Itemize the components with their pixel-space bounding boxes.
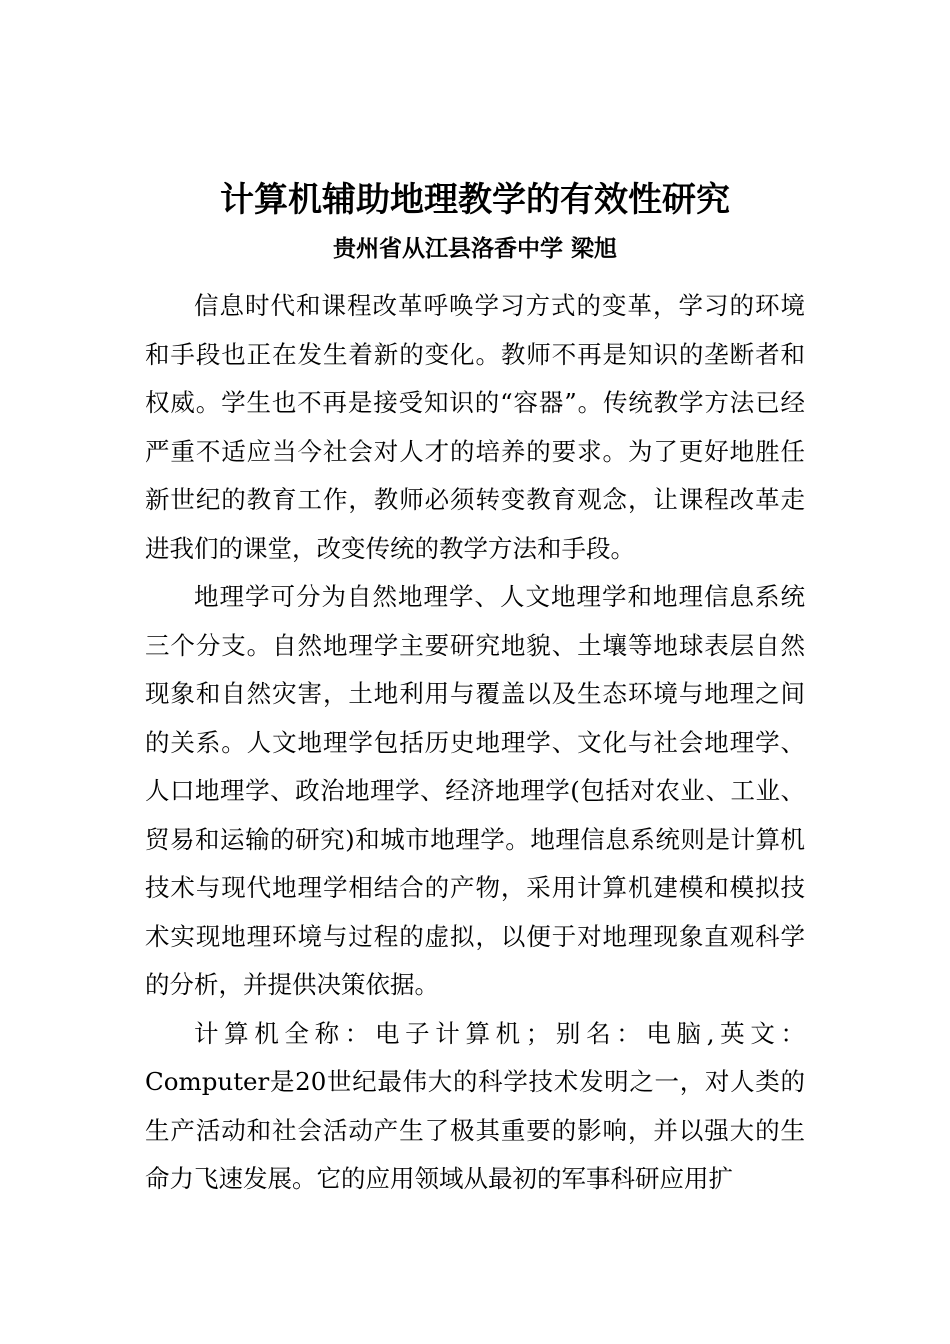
author-line: 贵州省从江县洛香中学 梁旭 — [332, 235, 617, 262]
document-title: 计算机辅助地理教学的有效性研究 — [220, 180, 730, 220]
paragraph-intro: 信息时代和课程改革呼唤学习方式的变革，学习的环境和手段也正在发生着新的变化。教师不再是知识的垄断者和权威。学生也不再是接受知识的“容器”。传统教学方法已经严重不适应当今社会对人才的培养的要求。为了更好地胜任新世纪的教育工作，教师必须转变教育观念，让课程改革走进我们的课堂，改变传统的教学方法和手段。 — [145, 291, 805, 563]
paragraph-geography: 地理学可分为自然地理学、人文地理学和地理信息系统三个分支。自然地理学主要研究地貌、土壤等地球表层自然现象和自然灾害，土地利用与覆盖以及生态环境与地理之间的关系。人文地理学包括历史地理学、文化与社会地理学、人口地理学、政治地理学、经济地理学(包括对农业、工业、贸易和运输的研究)和城市地理学。地理信息系统则是计算机技术与现代地理学相结合的产物，采用计算机建模和模拟技术实现地理环境与过程的虚拟，以便于对地理现象直观科学的分析，并提供决策依据。 — [145, 582, 805, 999]
paragraph-computer: 计算机全称：电子计算机；别名：电脑,英文：Computer是20世纪最伟大的科学技术发明之一，对人类的生产活动和社会活动产生了极其重要的影响，并以强大的生命力飞速发展。它的应用领域从最初的军事科研应用扩 — [145, 1018, 805, 1193]
document-body — [145, 282, 805, 1204]
